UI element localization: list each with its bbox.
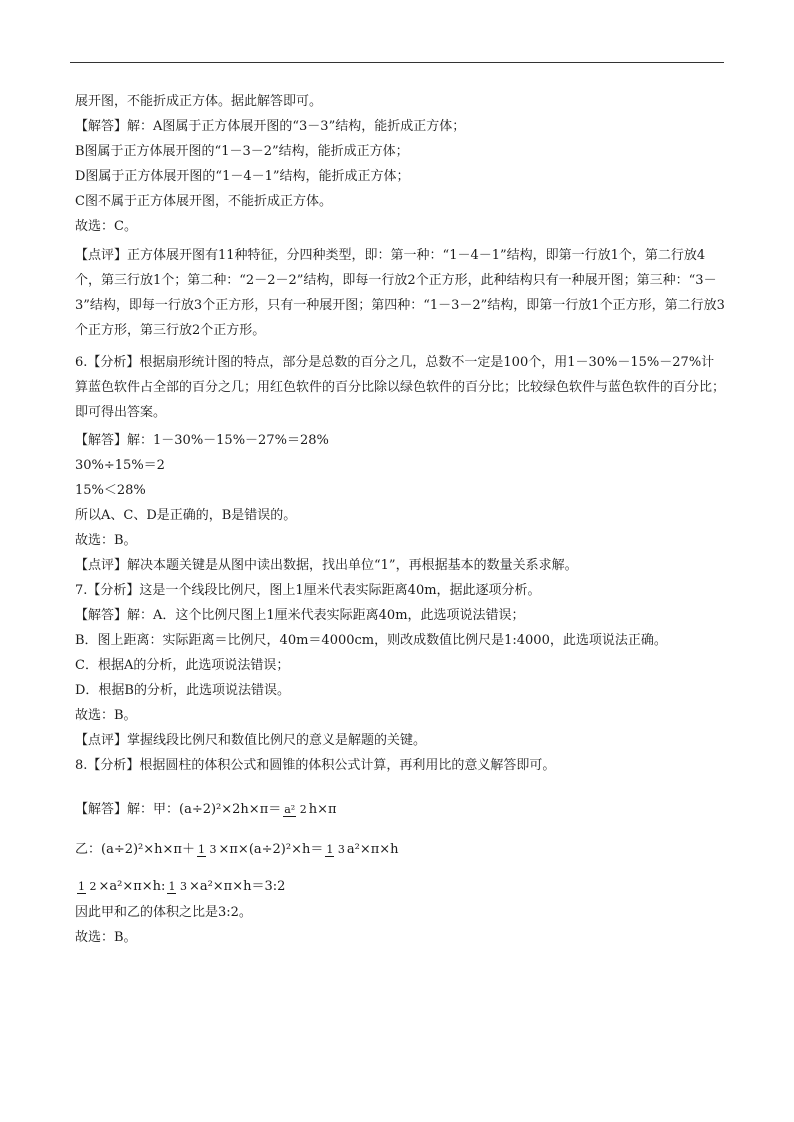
text-line: 【解答】解：1－30%－15%－27%＝28%	[75, 433, 329, 448]
formula-text: 【解答】解：甲：(a÷2)²×2h×π＝	[75, 802, 282, 817]
text-line: 故选：B。	[75, 930, 137, 945]
text-line: 展开图，不能折成正方体。据此解答即可。	[75, 94, 323, 109]
fraction: 1 3	[326, 842, 345, 856]
text-line: 【解答】解：A．这个比例尺图上1厘米代表实际距离40m，此选项说法错误；	[75, 608, 525, 623]
formula-text: a²×π×h	[346, 842, 399, 857]
text-line: 30%÷15%＝2	[75, 458, 165, 473]
text-line: 故选：B。	[75, 708, 137, 723]
text-line: 【解答】解：A图属于正方体展开图的“3－3”结构，能折成正方体；	[75, 119, 466, 134]
fraction: a² 2	[284, 802, 307, 816]
comment-paragraph: 【点评】正方体展开图有11种特征，分四种类型，即：第一种：“1－4－1”结构，即第一行放1个，第二行放4个，第三行放1个；第二种：“2－2－2”结构，即每一行放2个正方形，此种结构只有一种展开图；第三种：“3－3”结构，即每一行放3个正方形，只有一种展开图；第四种：“1－3－2”结构，即第一行放1个正方形，第二行放3个正方形，第三行放2个正方形。	[75, 248, 725, 338]
text-line: D图属于正方体展开图的“1－4－1”结构，能折成正方体；	[75, 169, 410, 184]
text-line: 故选：B。	[75, 533, 137, 548]
header-rule	[70, 62, 724, 63]
text-line: 故选：C。	[75, 219, 137, 234]
analysis-paragraph: 6.【分析】根据扇形统计图的特点，部分是总数的百分之几，总数不一定是100个，用1－30%－15%－27%计算蓝色软件占全部的百分之几；用红色软件的百分比除以绿色软件的百分比；比较绿色软件与蓝色软件的百分比；即可得出答案。	[75, 355, 726, 420]
fraction: 1 3	[197, 842, 217, 856]
formula-jia	[75, 790, 725, 830]
formula-text: h×π	[308, 802, 337, 817]
fraction: 1 2	[78, 879, 97, 893]
text-line: 15%＜28%	[75, 483, 146, 498]
text-line: 所以A、C、D是正确的，B是错误的。	[75, 508, 297, 523]
text-line: C图不属于正方体展开图，不能折成正方体。	[75, 194, 332, 209]
text-line: 因此甲和乙的体积之比是3:2。	[75, 905, 252, 920]
formula-text: ×π×(a÷2)²×h＝	[218, 842, 324, 857]
formula-yi	[75, 830, 725, 870]
formula-text: ×a²×π×h:	[98, 879, 166, 894]
text-line: B图属于正方体展开图的“1－3－2”结构，能折成正方体；	[75, 144, 409, 159]
text-line: 【点评】掌握线段比例尺和数值比例尺的意义是解题的关键。	[75, 733, 427, 748]
fraction: 1 3	[168, 879, 187, 893]
text-line: 7.【分析】这是一个线段比例尺，图上1厘米代表实际距离40m，据此逐项分析。	[75, 583, 541, 598]
document-body	[75, 93, 725, 954]
text-line: B．图上距离：实际距离＝比例尺，40m＝4000cm，则改成数值比例尺是1:4000，此选项说法正确。	[75, 633, 667, 648]
formula-text: ×a²×π×h＝3:2	[188, 879, 286, 894]
formula-ratio	[75, 870, 725, 904]
text-line: 【点评】解决本题关键是从图中读出数据，找出单位“1”，再根据基本的数量关系求解。	[75, 558, 578, 573]
formula-text: 乙：(a÷2)²×h×π＋	[75, 842, 195, 857]
text-line: C．根据A的分析，此选项说法错误；	[75, 658, 290, 673]
text-line: 8.【分析】根据圆柱的体积公式和圆锥的体积公式计算，再利用比的意义解答即可。	[75, 758, 556, 773]
text-line: D．根据B的分析，此选项说法错误。	[75, 683, 290, 698]
